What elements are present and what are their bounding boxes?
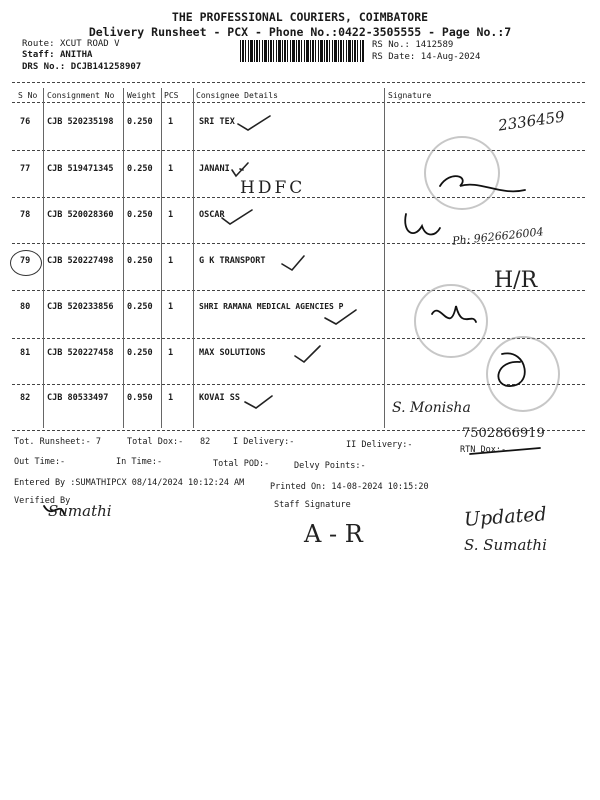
total-pod: Total POD:- — [213, 459, 270, 469]
col-header-consignee: Consignee Details — [196, 91, 278, 100]
i-delivery: I Delivery:- — [233, 437, 295, 447]
row-consignment: CJB 520235198 — [47, 117, 114, 127]
row-pcs: 1 — [168, 164, 174, 174]
row-pcs: 1 — [168, 348, 174, 358]
row-consignment: CJB 519471345 — [47, 164, 114, 174]
row-sno: 82 — [20, 393, 31, 403]
row-weight: 0.250 — [127, 348, 153, 358]
row-pcs: 1 — [168, 302, 174, 312]
row-sno: 79 — [20, 256, 31, 266]
row-consignee: SHRI RAMANA MEDICAL AGENCIES P — [199, 302, 344, 311]
total-dox-value: 82 — [200, 437, 211, 447]
verified-by-label: Verified By — [14, 496, 71, 506]
row-consignee: OSCAR — [199, 210, 225, 220]
row-pcs: 1 — [168, 393, 174, 403]
signature-scribble — [405, 214, 440, 235]
updated-note: Updated — [463, 503, 548, 531]
rs-date-label: RS Date: — [372, 52, 416, 62]
row-sno: 80 — [20, 302, 31, 312]
signature-scribble — [498, 353, 524, 386]
row-consignee: KOVAI SS — [199, 393, 240, 403]
row-consignment: CJB 520227458 — [47, 348, 114, 358]
col-header-sno: S No — [18, 91, 38, 100]
rtn-dox: RTN Dox:- — [460, 445, 507, 455]
row-consignment: CJB 80533497 — [47, 393, 109, 403]
row-weight: 0.250 — [127, 302, 153, 312]
col-header-signature: Signature — [388, 91, 432, 100]
rs-date-value: 14-Aug-2024 — [420, 52, 481, 62]
handwritten-phone: 7502866919 — [462, 426, 545, 441]
entered-by: Entered By :SUMATHIPCX 08/14/2024 10:12:24 AM — [14, 478, 245, 488]
row-weight: 0.250 — [127, 256, 153, 266]
row-sno: 77 — [20, 164, 31, 174]
total-dox-label: Total Dox:- — [127, 437, 184, 447]
staff-label: Staff: — [22, 50, 55, 60]
row-consignment: CJB 520227498 — [47, 256, 114, 266]
signature-scribble — [432, 306, 476, 322]
handwritten-note: HDFC — [240, 178, 306, 198]
rs-no-label: RS No.: — [372, 40, 410, 50]
route-value: XCUT ROAD V — [59, 39, 120, 49]
tot-runsheet: Tot. Runsheet:- 7 — [14, 437, 101, 447]
company-title: THE PROFESSIONAL COURIERS, COIMBATORE — [171, 10, 429, 24]
row-consignee: JANANI — [199, 164, 230, 174]
verified-signature: Sumathi — [48, 502, 112, 520]
staff-value: ANITHA — [59, 50, 93, 60]
row-consignee: MAX SOLUTIONS — [199, 348, 266, 358]
row-pcs: 1 — [168, 117, 174, 127]
drs-label: DRS No.: — [22, 62, 66, 72]
delvy-points: Delvy Points:- — [294, 461, 366, 471]
row-weight: 0.950 — [127, 393, 153, 403]
drs-value: DCJB141258907 — [70, 62, 142, 72]
handwritten-phone: Ph: 9626626004 — [451, 225, 545, 248]
ii-delivery: II Delivery:- — [346, 440, 413, 450]
out-time: Out Time:- — [14, 457, 66, 467]
signature-scribble — [440, 176, 525, 191]
row-consignment: CJB 520028360 — [47, 210, 114, 220]
row-weight: 0.250 — [127, 117, 153, 127]
row-consignment: CJB 520233856 — [47, 302, 114, 312]
row-weight: 0.250 — [127, 164, 153, 174]
staff-signature: A - R — [304, 520, 363, 548]
handwritten-signature: S. Monisha — [392, 400, 471, 416]
col-header-weight: Weight — [127, 91, 156, 100]
printed-on: Printed On: 14-08-2024 10:15:20 — [270, 482, 429, 492]
runsheet-subtitle: Delivery Runsheet - PCX - Phone No.:0422-3505555 - Page No.:7 — [88, 25, 512, 39]
col-header-pcs: PCS — [164, 91, 179, 100]
row-pcs: 1 — [168, 210, 174, 220]
row-sno: 76 — [20, 117, 31, 127]
row-consignee: SRI TEX — [199, 117, 235, 127]
col-header-consignment: Consignment No — [47, 91, 115, 100]
handwritten-note: H/R — [494, 268, 538, 293]
row-consignee: G K TRANSPORT — [199, 256, 266, 266]
row-weight: 0.250 — [127, 210, 153, 220]
staff-signature-label: Staff Signature — [274, 500, 351, 510]
row-sno: 81 — [20, 348, 31, 358]
handwritten-signature: 2336459 — [497, 107, 566, 135]
updated-by-signature: S. Sumathi — [464, 536, 547, 554]
in-time: In Time:- — [116, 457, 163, 467]
row-pcs: 1 — [168, 256, 174, 266]
row-sno: 78 — [20, 210, 31, 220]
route-label: Route: — [22, 39, 55, 49]
rs-no-value: 1412589 — [415, 40, 454, 50]
